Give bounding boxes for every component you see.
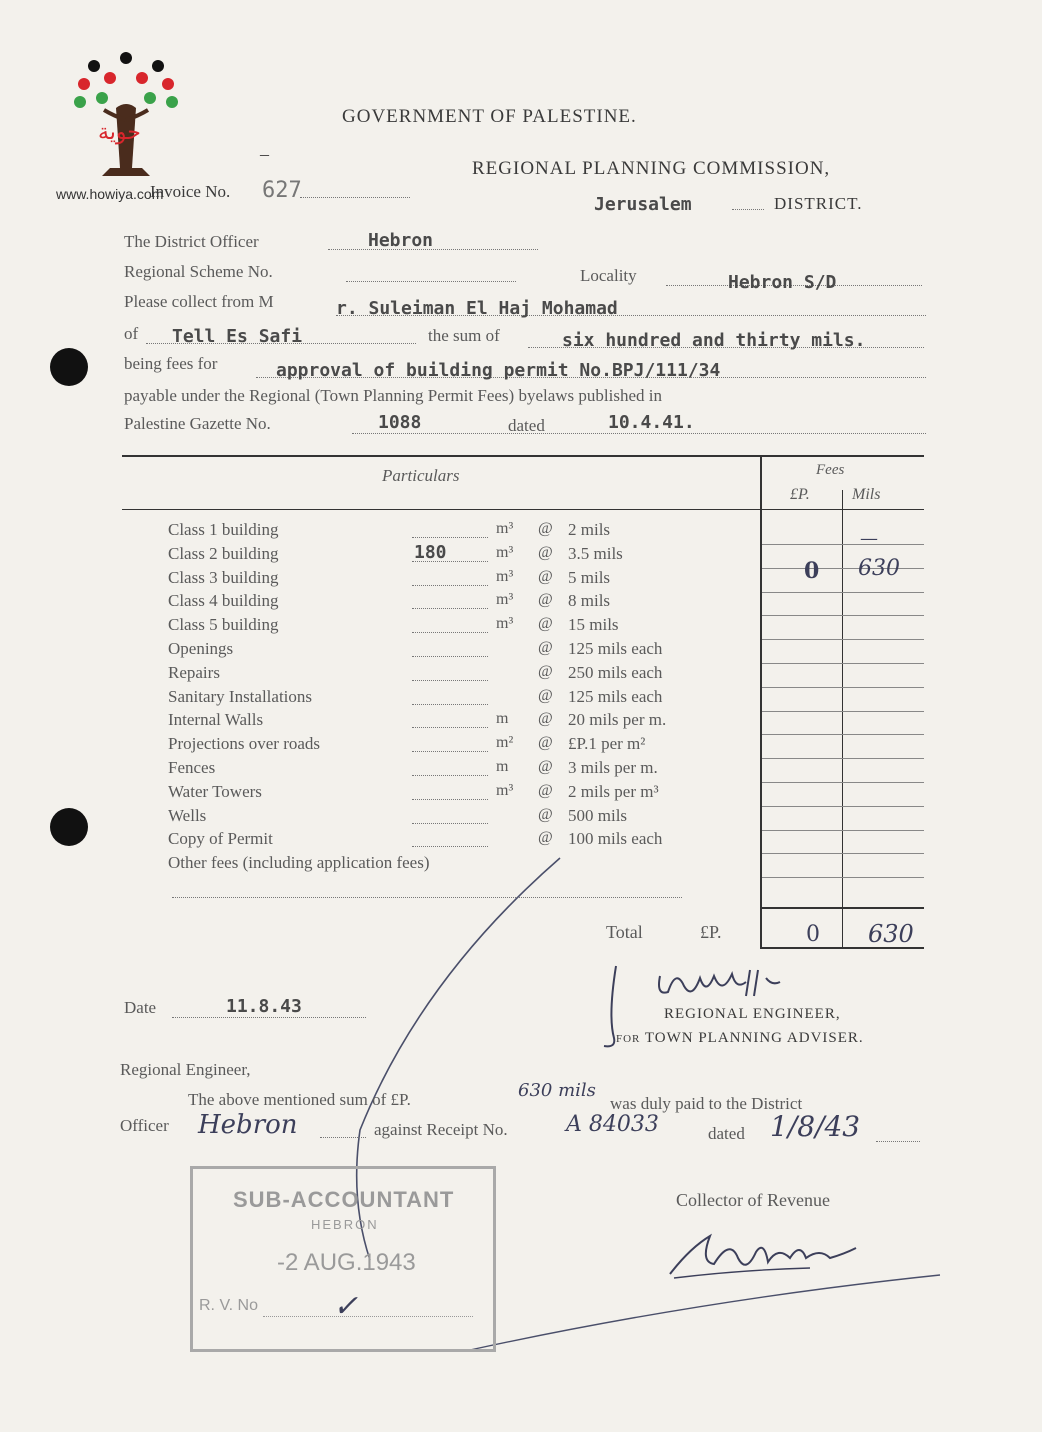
fee-row-unit: m³ [496, 520, 514, 537]
engineer-line-1: REGIONAL ENGINEER, [664, 1006, 841, 1022]
invoice-number: 627 [262, 178, 302, 203]
fee-row-unit: m³ [496, 591, 514, 609]
mils-header: Mils [852, 486, 881, 503]
fee-row-at: @ [538, 591, 553, 609]
fee-row-unit: m³ [496, 567, 514, 585]
receipt-date-dots [876, 1140, 920, 1142]
fees-for-label: being fees for [124, 354, 218, 373]
paid-text-1: The above mentioned sum of £P. [188, 1090, 411, 1109]
officer-value-dots [320, 1136, 366, 1138]
stamp-rv-mark: ✓ [333, 1289, 359, 1324]
collect-label: Please collect from M [124, 292, 274, 311]
fee-row-rate: £P.1 per m² [568, 734, 646, 754]
fee-row-unit: m [496, 710, 509, 728]
total-currency: £P. [700, 922, 722, 942]
fee-row-at: @ [538, 805, 553, 823]
paid-text-2: was duly paid to the District [610, 1094, 803, 1113]
sum-value: six hundred and thirty mils. [562, 330, 866, 351]
fee-row-label: Copy of Permit [168, 829, 273, 849]
fee-row-label: Class 5 building [168, 615, 279, 635]
row1-mils-dash: — [860, 528, 878, 549]
fee-row-at: @ [538, 781, 553, 799]
collect-value: r. Suleiman El Haj Mohamad [336, 298, 618, 319]
receipt-number: A 84033 [566, 1112, 659, 1137]
fee-row-at: @ [538, 710, 553, 728]
stamp-rv-label: R. V. No [199, 1297, 258, 1314]
fee-row-label: Wells [168, 805, 207, 825]
fee-row-rate: 100 mils each [568, 829, 663, 849]
gazette-label: Palestine Gazette No. [124, 414, 271, 433]
addressee: Regional Engineer, [120, 1060, 251, 1079]
fee-row-at: @ [538, 734, 553, 752]
header-dash: – [260, 144, 269, 164]
district-officer-value: Hebron [368, 230, 434, 251]
fee-row-at: @ [538, 567, 553, 585]
fee-row-unit: m³ [496, 543, 514, 561]
total-label: Total [606, 922, 643, 942]
fee-row-rate: 125 mils each [568, 686, 663, 706]
fee-row-label: Sanitary Installations [168, 686, 313, 706]
fee-row-rate: 2 mils [568, 520, 611, 539]
fee-row-unit: m² [496, 734, 514, 752]
of-value: Tell Es Safi [172, 326, 303, 347]
fee-row-unit: m³ [496, 615, 514, 633]
fee-row-label: Class 1 building [168, 520, 279, 539]
particulars-header: Particulars [382, 466, 460, 485]
fees-for-value: approval of building permit No.BPJ/111/34 [276, 360, 721, 381]
receipt-label: against Receipt No. [374, 1120, 508, 1139]
sub-accountant-stamp [190, 1166, 496, 1352]
fee-row-unit: m [496, 758, 509, 775]
gazette-date: 10.4.41. [608, 412, 695, 433]
fee-row-at: @ [538, 543, 553, 561]
fee-row-label: Water Towers [168, 781, 262, 801]
row2-lp-value: 0 [804, 558, 820, 584]
fee-row-label: Class 4 building [168, 591, 279, 611]
fee-row-at: @ [538, 615, 553, 633]
fee-row-rate: 5 mils [568, 567, 611, 587]
fee-row-rate: 3.5 mils [568, 543, 623, 563]
receipt-dated-label: dated [708, 1124, 745, 1143]
fee-row-rate: 3 mils per m. [568, 758, 658, 777]
paid-amount: 630 mils [518, 1080, 596, 1101]
stamp-place: HEBRON [311, 1217, 379, 1232]
fee-row-label: Repairs [168, 662, 220, 682]
fee-row-label: Class 2 building [168, 543, 279, 563]
district-value: Jerusalem [594, 194, 692, 215]
locality-value: Hebron S/D [728, 272, 837, 293]
watermark-site: www.howiya.com [56, 186, 164, 202]
fee-row-rate: 125 mils each [568, 639, 663, 658]
district-officer-label: The District Officer [124, 232, 259, 251]
row2-mils-value: 630 [858, 556, 900, 581]
sum-label: the sum of [428, 326, 500, 345]
fee-row-label: Fences [168, 758, 216, 777]
total-lp-value: 0 [806, 922, 820, 947]
logo-arabic-text: حوية [98, 120, 141, 145]
fee-row-label: Internal Walls [168, 710, 264, 730]
officer-value: Hebron [198, 1110, 298, 1140]
of-label: of [124, 324, 139, 343]
payable-text: payable under the Regional (Town Planning Permit Fees) byelaws published in [124, 386, 662, 405]
fee-row-rate: 8 mils [568, 591, 611, 611]
fee-row-at: @ [538, 686, 553, 704]
lp-header: £P. [790, 486, 810, 503]
stamp-date: -2 AUG.1943 [277, 1249, 416, 1276]
scheme-label: Regional Scheme No. [124, 262, 273, 281]
gazette-number: 1088 [378, 412, 422, 433]
district-label: DISTRICT. [774, 194, 863, 213]
fee-row-label: Class 3 building [168, 567, 279, 587]
fee-row-quantity: 180 [414, 541, 447, 563]
invoice-label: Invoice No. [150, 182, 231, 201]
fees-header: Fees [816, 462, 845, 478]
date-value: 11.8.43 [226, 996, 302, 1017]
fee-row-at: @ [538, 520, 553, 537]
collector-signature [660, 1218, 880, 1288]
fee-row-label: Openings [168, 639, 234, 658]
fee-row-at: @ [538, 758, 553, 775]
fee-row-at: @ [538, 662, 553, 680]
fee-row-label: Other fees (including application fees) [168, 853, 430, 873]
collector-label: Collector of Revenue [676, 1190, 830, 1210]
fee-row-at: @ [538, 639, 553, 656]
fee-row-at: @ [538, 829, 553, 847]
fee-row-rate: 15 mils [568, 615, 619, 635]
officer-label: Officer [120, 1116, 169, 1135]
stamp-rv-dots [263, 1315, 473, 1317]
engineer-line-2: for TOWN PLANNING ADVISER. [616, 1030, 864, 1046]
fee-row-rate: 20 mils per m. [568, 710, 667, 730]
fee-row-rate: 2 mils per m³ [568, 781, 659, 801]
total-mils-value: 630 [868, 920, 914, 948]
fee-row-rate: 250 mils each [568, 662, 663, 682]
receipt-date: 1/8/43 [770, 1110, 861, 1143]
locality-label: Locality [580, 266, 637, 285]
fee-row-rate: 500 mils [568, 805, 628, 825]
government-title: GOVERNMENT OF PALESTINE. [342, 106, 637, 127]
gazette-dated-label: dated [508, 416, 545, 435]
date-label: Date [124, 998, 157, 1017]
commission-title: REGIONAL PLANNING COMMISSION, [472, 158, 831, 179]
fee-row-label: Projections over roads [168, 734, 321, 754]
stamp-title: SUB-ACCOUNTANT [233, 1187, 455, 1212]
fee-row-unit: m³ [496, 781, 514, 799]
